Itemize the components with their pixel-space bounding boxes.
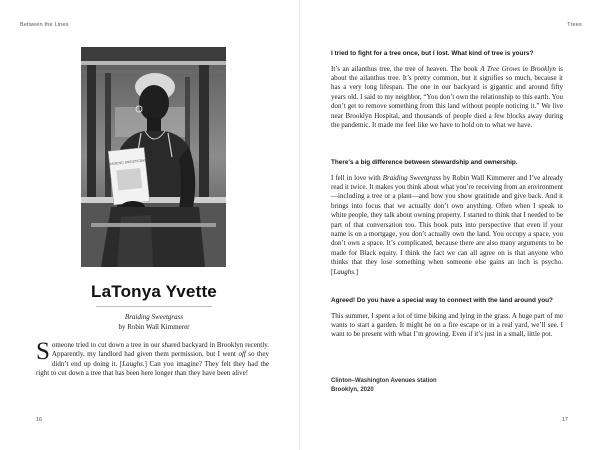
featured-book-title: Braiding Sweetgrass (124, 313, 184, 321)
qa-block-3 (331, 297, 563, 340)
interviewee-name: LaTonya Yvette (91, 282, 217, 301)
featured-book-author: by Robin Wall Kimmerer (118, 323, 190, 331)
name-divider (96, 306, 212, 307)
photo-book-cover-text: BRAIDING SWEETGRASS (106, 158, 149, 167)
photo-caption (331, 377, 437, 394)
drop-cap: S (36, 338, 50, 365)
page-number-left: 16 (36, 417, 43, 423)
question-2: There’s a big difference between stewardship and ownership. (331, 159, 518, 166)
caption-place-year: Brooklyn, 2020 (331, 386, 374, 393)
answer-2: I fell in love with Braiding Sweetgrass by Robin Wall Kimmerer and I’ve already read it twice. It makes you think about what you’re receiving from an environment—including a tree or a plant—and how you show gratitude and give back. And it brings into focus that we actually don’t own anything. Often when I speak to white people, they talk about owning property. I started to think that I needed to be part of that conversation too. This book puts into perspective that even if your name is on a mortgage, you don’t actually own the land. You occupy a space, you don’t own a space. It’s complicated, because there are also many arguments to be made for Black equity. I think the fact we can all agree on is that anyone who thinks that they lose something when someone else gains an inch is psycho. [Laughs.] (331, 173, 563, 276)
answer-3: This summer, I spent a lot of time biking and lying in the grass. A huge part of me wants to start a garden. It might be on a fire escape or in a real yard, we’ll see. I want to be present with what I’m growing. Even if it’s just in a small, little pot. (331, 311, 563, 339)
qa-block-1 (331, 50, 563, 130)
question-3: Agreed! Do you have a special way to connect with the land around you? (331, 297, 553, 304)
intro-paragraph: Someone tried to cut down a tree in our shared backyard in Brooklyn recently. Apparently, my landlord had given them permission, but I went off so they didn’t end up doing it. [Laughs.] Can you imagine? They felt they had the right to cut down a tree that has been here longer than they have been alive! (36, 338, 269, 378)
answer-1: It’s an ailanthus tree, the tree of heaven. The book A Tree Grows in Brooklyn is about the ailanthus tree. It’s pretty common, but it signifies so much, because it has a very long lifespan. The one in our backyard is gigantic and around fifty years old. I said to my neighbor, “You don’t own the relationship to this earth. You don’t get to remove something from this land without people noticing it.” We live near Brooklyn Hospital, and thousands of people died a few blocks away during the pandemic. It made me feel like we have to hold on to what we have. (331, 64, 564, 129)
qa-block-2 (331, 159, 563, 277)
question-1: I tried to fight for a tree once, but I lost. What kind of tree is yours? (331, 50, 534, 57)
page-gutter (299, 0, 300, 450)
portrait-photo (81, 47, 226, 267)
subway-portrait-image (81, 47, 226, 267)
running-head-left: Between the Lines (20, 22, 69, 28)
page-number-right: 17 (561, 417, 568, 423)
caption-location: Clinton–Washington Avenues station (331, 378, 437, 384)
running-head-right: Trees (567, 22, 582, 28)
